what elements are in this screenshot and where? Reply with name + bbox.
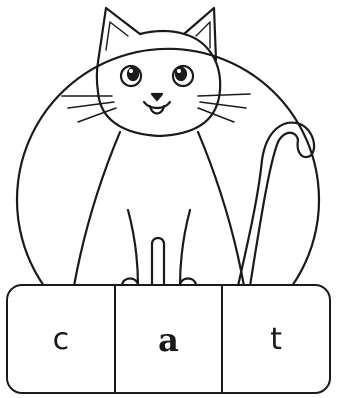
cat-left-ear [98, 8, 140, 62]
background-circle [17, 49, 319, 286]
cat-head [97, 31, 220, 136]
letter-box-c [8, 286, 116, 392]
letter-t: t [270, 322, 283, 357]
letter-a: a [158, 321, 179, 359]
cat-front-legs [128, 210, 190, 286]
cat-body [74, 132, 120, 286]
letter-c: c [52, 322, 70, 357]
letter-strip [6, 284, 331, 394]
cat-tail [238, 123, 314, 286]
cat-nose [152, 94, 162, 100]
cat-mouth [144, 102, 170, 108]
letter-box-a [116, 286, 224, 392]
cat-whiskers-right [198, 94, 250, 122]
letter-box-t [223, 286, 329, 392]
